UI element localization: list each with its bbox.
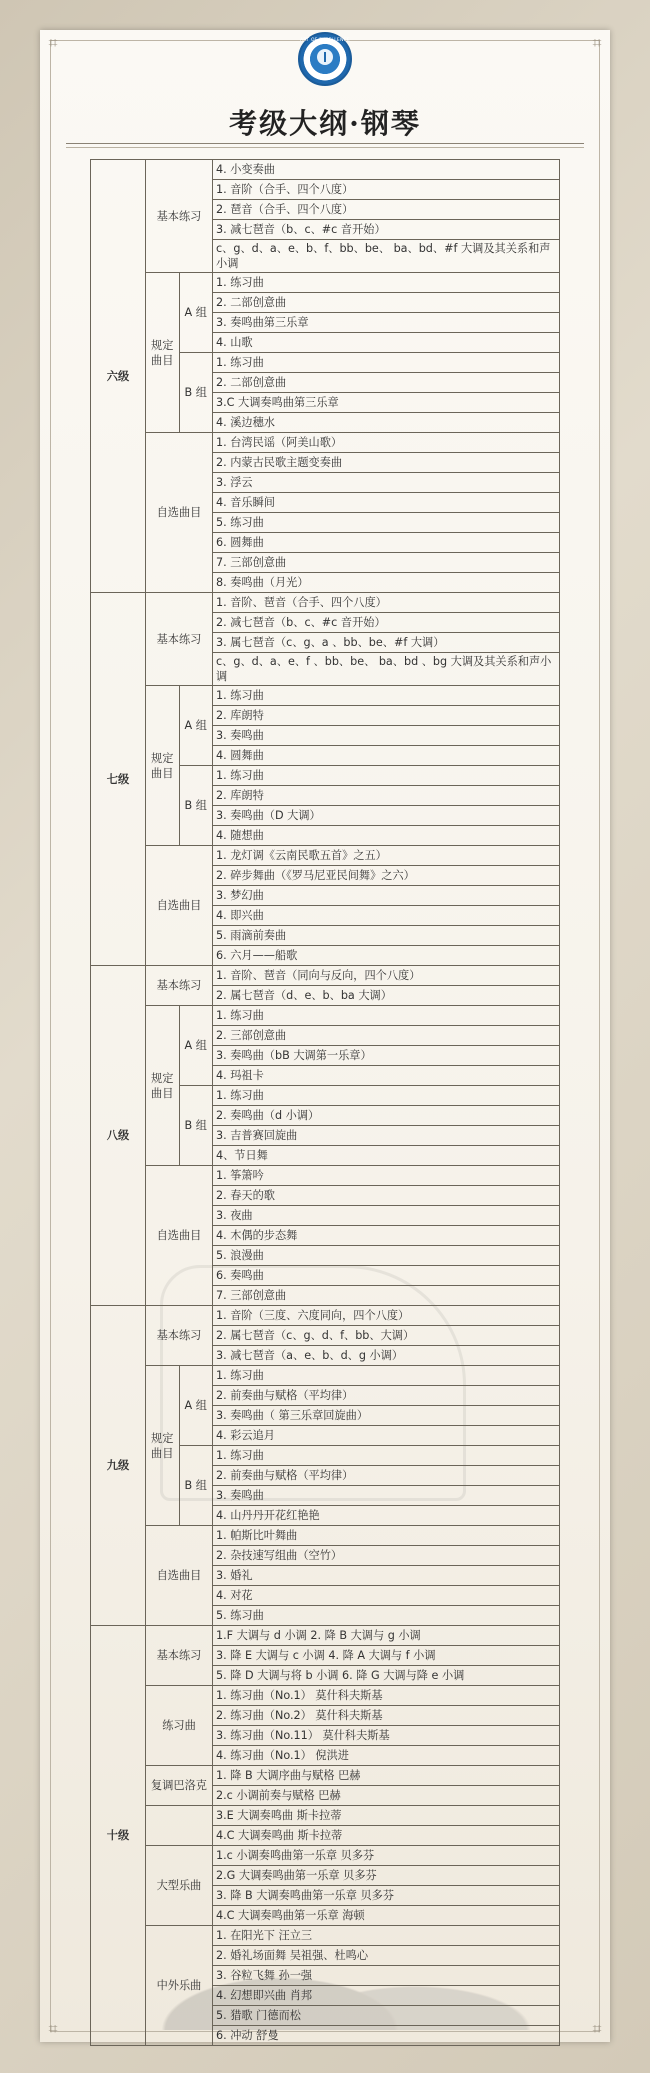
item-cell: 5. 雨滴前奏曲 xyxy=(213,926,560,946)
table-row xyxy=(91,1626,560,1646)
syllabus-table xyxy=(90,159,560,2046)
item-cell: 1. 音阶、琶音（合手、四个八度） xyxy=(213,593,560,613)
item-cell: 5. 浪漫曲 xyxy=(213,1246,560,1266)
item-cell: 4. 圆舞曲 xyxy=(213,746,560,766)
item-cell: 4. 彩云追月 xyxy=(213,1426,560,1446)
item-cell: 2. 属七琶音（c、g、d、f、bb、大调） xyxy=(213,1326,560,1346)
level-cell: 六级 xyxy=(91,160,146,593)
category-cell: 练习曲 xyxy=(146,1686,213,1766)
item-cell: 2. 内蒙古民歌主题变奏曲 xyxy=(213,453,560,473)
item-cell: 1. 台湾民谣（阿美山歌） xyxy=(213,433,560,453)
logo-text: ART OF EXCELLENCE xyxy=(300,38,350,43)
group-cell: A 组 xyxy=(179,686,213,766)
item-cell: 1. 音阶（合手、四个八度） xyxy=(213,180,560,200)
item-cell: 4. 即兴曲 xyxy=(213,906,560,926)
category-cell: 基本练习 xyxy=(146,593,213,686)
item-cell: 4. 对花 xyxy=(213,1586,560,1606)
title-divider xyxy=(66,147,584,148)
item-cell: 4. 练习曲（No.1） 倪洪进 xyxy=(213,1746,560,1766)
item-cell: 2. 属七琶音（d、e、b、ba 大调） xyxy=(213,986,560,1006)
item-cell: c、g、d、a、e、f 、bb、be、 ba、bd 、bg 大调及其关系和声小调 xyxy=(213,653,560,686)
item-cell: 3. 奏鸣曲 xyxy=(213,1486,560,1506)
item-cell: 1. 降 B 大调序曲与赋格 巴赫 xyxy=(213,1766,560,1786)
item-cell: 3. 吉普赛回旋曲 xyxy=(213,1126,560,1146)
category-cell: 规定曲目 xyxy=(146,273,180,433)
item-cell: 2. 碎步舞曲（《罗马尼亚民间舞》之六） xyxy=(213,866,560,886)
item-cell: 6. 奏鸣曲 xyxy=(213,1266,560,1286)
scroll-paper xyxy=(40,30,610,2042)
item-cell: 1. 龙灯调《云南民歌五首》之五） xyxy=(213,846,560,866)
category-cell: 自选曲目 xyxy=(146,1166,213,1306)
level-cell: 七级 xyxy=(91,593,146,966)
item-cell: 1. 练习曲 xyxy=(213,766,560,786)
item-cell: 4、节日舞 xyxy=(213,1146,560,1166)
table-row xyxy=(91,160,560,180)
category-cell xyxy=(146,1806,213,1846)
table-row xyxy=(91,1806,560,1826)
item-cell: 3. 谷粒飞舞 孙一强 xyxy=(213,1966,560,1986)
logo-emblem-icon xyxy=(317,49,333,65)
item-cell: 2. 减七琶音（b、c、#c 音开始） xyxy=(213,613,560,633)
corner-ornament-icon: ⌗ xyxy=(48,2019,58,2038)
item-cell: 5. 降 D 大调与将 b 小调 6. 降 G 大调与降 e 小调 xyxy=(213,1666,560,1686)
level-cell: 八级 xyxy=(91,966,146,1306)
item-cell: 3. 练习曲（No.11） 莫什科夫斯基 xyxy=(213,1726,560,1746)
item-cell: 4. 随想曲 xyxy=(213,826,560,846)
item-cell: 3. 减七琶音（b、c、#c 音开始） xyxy=(213,220,560,240)
table-row xyxy=(91,686,560,706)
item-cell: 3. 奏鸣曲（ 第三乐章回旋曲） xyxy=(213,1406,560,1426)
table-row xyxy=(91,593,560,613)
item-cell: 2.c 小调前奏与赋格 巴赫 xyxy=(213,1786,560,1806)
group-cell: A 组 xyxy=(179,273,213,353)
school-logo xyxy=(298,32,352,86)
table-row xyxy=(91,1526,560,1546)
item-cell: 3. 降 B 大调奏鸣曲第一乐章 贝多芬 xyxy=(213,1886,560,1906)
item-cell: 4. 山丹丹开花红艳艳 xyxy=(213,1506,560,1526)
item-cell: 5. 练习曲 xyxy=(213,1606,560,1626)
item-cell: 7. 三部创意曲 xyxy=(213,553,560,573)
item-cell: 5. 猎歌 门德而松 xyxy=(213,2006,560,2026)
category-cell: 复调巴洛克 xyxy=(146,1766,213,1806)
item-cell: 2. 杂技速写组曲（空竹） xyxy=(213,1546,560,1566)
category-cell: 自选曲目 xyxy=(146,846,213,966)
item-cell: 1. 筝箫吟 xyxy=(213,1166,560,1186)
item-cell: 3. 奏鸣曲第三乐章 xyxy=(213,313,560,333)
item-cell: 1. 音阶（三度、六度同向，四个八度） xyxy=(213,1306,560,1326)
table-row xyxy=(91,273,560,293)
item-cell: 2. 婚礼场面舞 吴祖强、杜鸣心 xyxy=(213,1946,560,1966)
item-cell: 3. 夜曲 xyxy=(213,1206,560,1226)
item-cell: 7. 三部创意曲 xyxy=(213,1286,560,1306)
category-cell: 中外乐曲 xyxy=(146,1926,213,2046)
item-cell: 3. 浮云 xyxy=(213,473,560,493)
item-cell: 4. 山歌 xyxy=(213,333,560,353)
item-cell: 2. 前奏曲与赋格（平均律） xyxy=(213,1466,560,1486)
category-cell: 规定曲目 xyxy=(146,1006,180,1166)
group-cell: B 组 xyxy=(179,1086,213,1166)
table-row xyxy=(91,1006,560,1026)
category-cell: 基本练习 xyxy=(146,966,213,1006)
item-cell: 4. 小变奏曲 xyxy=(213,160,560,180)
item-cell: 1. 在阳光下 汪立三 xyxy=(213,1926,560,1946)
item-cell: 3. 降 E 大调与 c 小调 4. 降 A 大调与 f 小调 xyxy=(213,1646,560,1666)
item-cell: 1. 练习曲 xyxy=(213,1086,560,1106)
item-cell: 4. 音乐瞬间 xyxy=(213,493,560,513)
level-cell: 十级 xyxy=(91,1626,146,2046)
table-row xyxy=(91,1846,560,1866)
item-cell: 4.C 大调奏鸣曲第一乐章 海顿 xyxy=(213,1906,560,1926)
item-cell: 1. 练习曲 xyxy=(213,686,560,706)
item-cell: c、g、d、a、e、b、f、bb、be、 ba、bd、#f 大调及其关系和声小调 xyxy=(213,240,560,273)
group-cell: A 组 xyxy=(179,1366,213,1446)
item-cell: 1. 练习曲 xyxy=(213,1006,560,1026)
item-cell: 1.F 大调与 d 小调 2. 降 B 大调与 g 小调 xyxy=(213,1626,560,1646)
table-row xyxy=(91,1686,560,1706)
category-cell: 规定曲目 xyxy=(146,1366,180,1526)
item-cell: 3. 属七琶音（c、g、a 、bb、be、#f 大调） xyxy=(213,633,560,653)
item-cell: 2. 库朗特 xyxy=(213,706,560,726)
item-cell: 2. 春天的歌 xyxy=(213,1186,560,1206)
item-cell: 4. 玛祖卡 xyxy=(213,1066,560,1086)
item-cell: 2. 练习曲（No.2） 莫什科夫斯基 xyxy=(213,1706,560,1726)
group-cell: B 组 xyxy=(179,1446,213,1526)
table-row xyxy=(91,846,560,866)
category-cell: 基本练习 xyxy=(146,1306,213,1366)
item-cell: 3.E 大调奏鸣曲 斯卡拉蒂 xyxy=(213,1806,560,1826)
item-cell: 1. 练习曲 xyxy=(213,353,560,373)
item-cell: 3. 梦幻曲 xyxy=(213,886,560,906)
item-cell: 3. 奏鸣曲 xyxy=(213,726,560,746)
item-cell: 4.C 大调奏鸣曲 斯卡拉蒂 xyxy=(213,1826,560,1846)
table-row xyxy=(91,1766,560,1786)
corner-ornament-icon: ⌗ xyxy=(592,33,602,52)
table-row xyxy=(91,966,560,986)
item-cell: 3. 奏鸣曲（bB 大调第一乐章） xyxy=(213,1046,560,1066)
item-cell: 3. 婚礼 xyxy=(213,1566,560,1586)
group-cell: B 组 xyxy=(179,766,213,846)
item-cell: 1. 练习曲 xyxy=(213,1366,560,1386)
item-cell: 2. 琶音（合手、四个八度） xyxy=(213,200,560,220)
item-cell: 2.G 大调奏鸣曲第一乐章 贝多芬 xyxy=(213,1866,560,1886)
item-cell: 1. 练习曲（No.1） 莫什科夫斯基 xyxy=(213,1686,560,1706)
category-cell: 规定曲目 xyxy=(146,686,180,846)
category-cell: 大型乐曲 xyxy=(146,1846,213,1926)
item-cell: 1. 音阶、琶音（同向与反向，四个八度） xyxy=(213,966,560,986)
item-cell: 2. 前奏曲与赋格（平均律） xyxy=(213,1386,560,1406)
corner-ornament-icon: ⌗ xyxy=(592,2019,602,2038)
item-cell: 1. 练习曲 xyxy=(213,1446,560,1466)
title-divider xyxy=(66,143,584,144)
group-cell: A 组 xyxy=(179,1006,213,1086)
item-cell: 5. 练习曲 xyxy=(213,513,560,533)
item-cell: 2. 三部创意曲 xyxy=(213,1026,560,1046)
category-cell: 自选曲目 xyxy=(146,1526,213,1626)
item-cell: 8. 奏鸣曲（月光） xyxy=(213,573,560,593)
category-cell: 基本练习 xyxy=(146,160,213,273)
item-cell: 3. 减七琶音（a、e、b、d、g 小调） xyxy=(213,1346,560,1366)
item-cell: 6. 冲动 舒曼 xyxy=(213,2026,560,2046)
table-row xyxy=(91,1926,560,1946)
level-cell: 九级 xyxy=(91,1306,146,1626)
category-cell: 自选曲目 xyxy=(146,433,213,593)
item-cell: 1.c 小调奏鸣曲第一乐章 贝多芬 xyxy=(213,1846,560,1866)
corner-ornament-icon: ⌗ xyxy=(48,33,58,52)
table-row xyxy=(91,1306,560,1326)
item-cell: 2. 奏鸣曲（d 小调） xyxy=(213,1106,560,1126)
table-row xyxy=(91,433,560,453)
category-cell: 基本练习 xyxy=(146,1626,213,1686)
item-cell: 4. 幻想即兴曲 肖邦 xyxy=(213,1986,560,2006)
item-cell: 6. 六月——船歌 xyxy=(213,946,560,966)
item-cell: 3. 奏鸣曲（D 大调） xyxy=(213,806,560,826)
item-cell: 4. 木偶的步态舞 xyxy=(213,1226,560,1246)
table-row xyxy=(91,1366,560,1386)
item-cell: 3.C 大调奏鸣曲第三乐章 xyxy=(213,393,560,413)
table-row xyxy=(91,1166,560,1186)
item-cell: 2. 库朗特 xyxy=(213,786,560,806)
group-cell: B 组 xyxy=(179,353,213,433)
item-cell: 2. 二部创意曲 xyxy=(213,373,560,393)
item-cell: 2. 二部创意曲 xyxy=(213,293,560,313)
item-cell: 4. 溪边穗水 xyxy=(213,413,560,433)
page-title: 考级大纲·钢琴 xyxy=(229,107,421,140)
item-cell: 1. 帕斯比叶舞曲 xyxy=(213,1526,560,1546)
item-cell: 6. 圆舞曲 xyxy=(213,533,560,553)
item-cell: 1. 练习曲 xyxy=(213,273,560,293)
